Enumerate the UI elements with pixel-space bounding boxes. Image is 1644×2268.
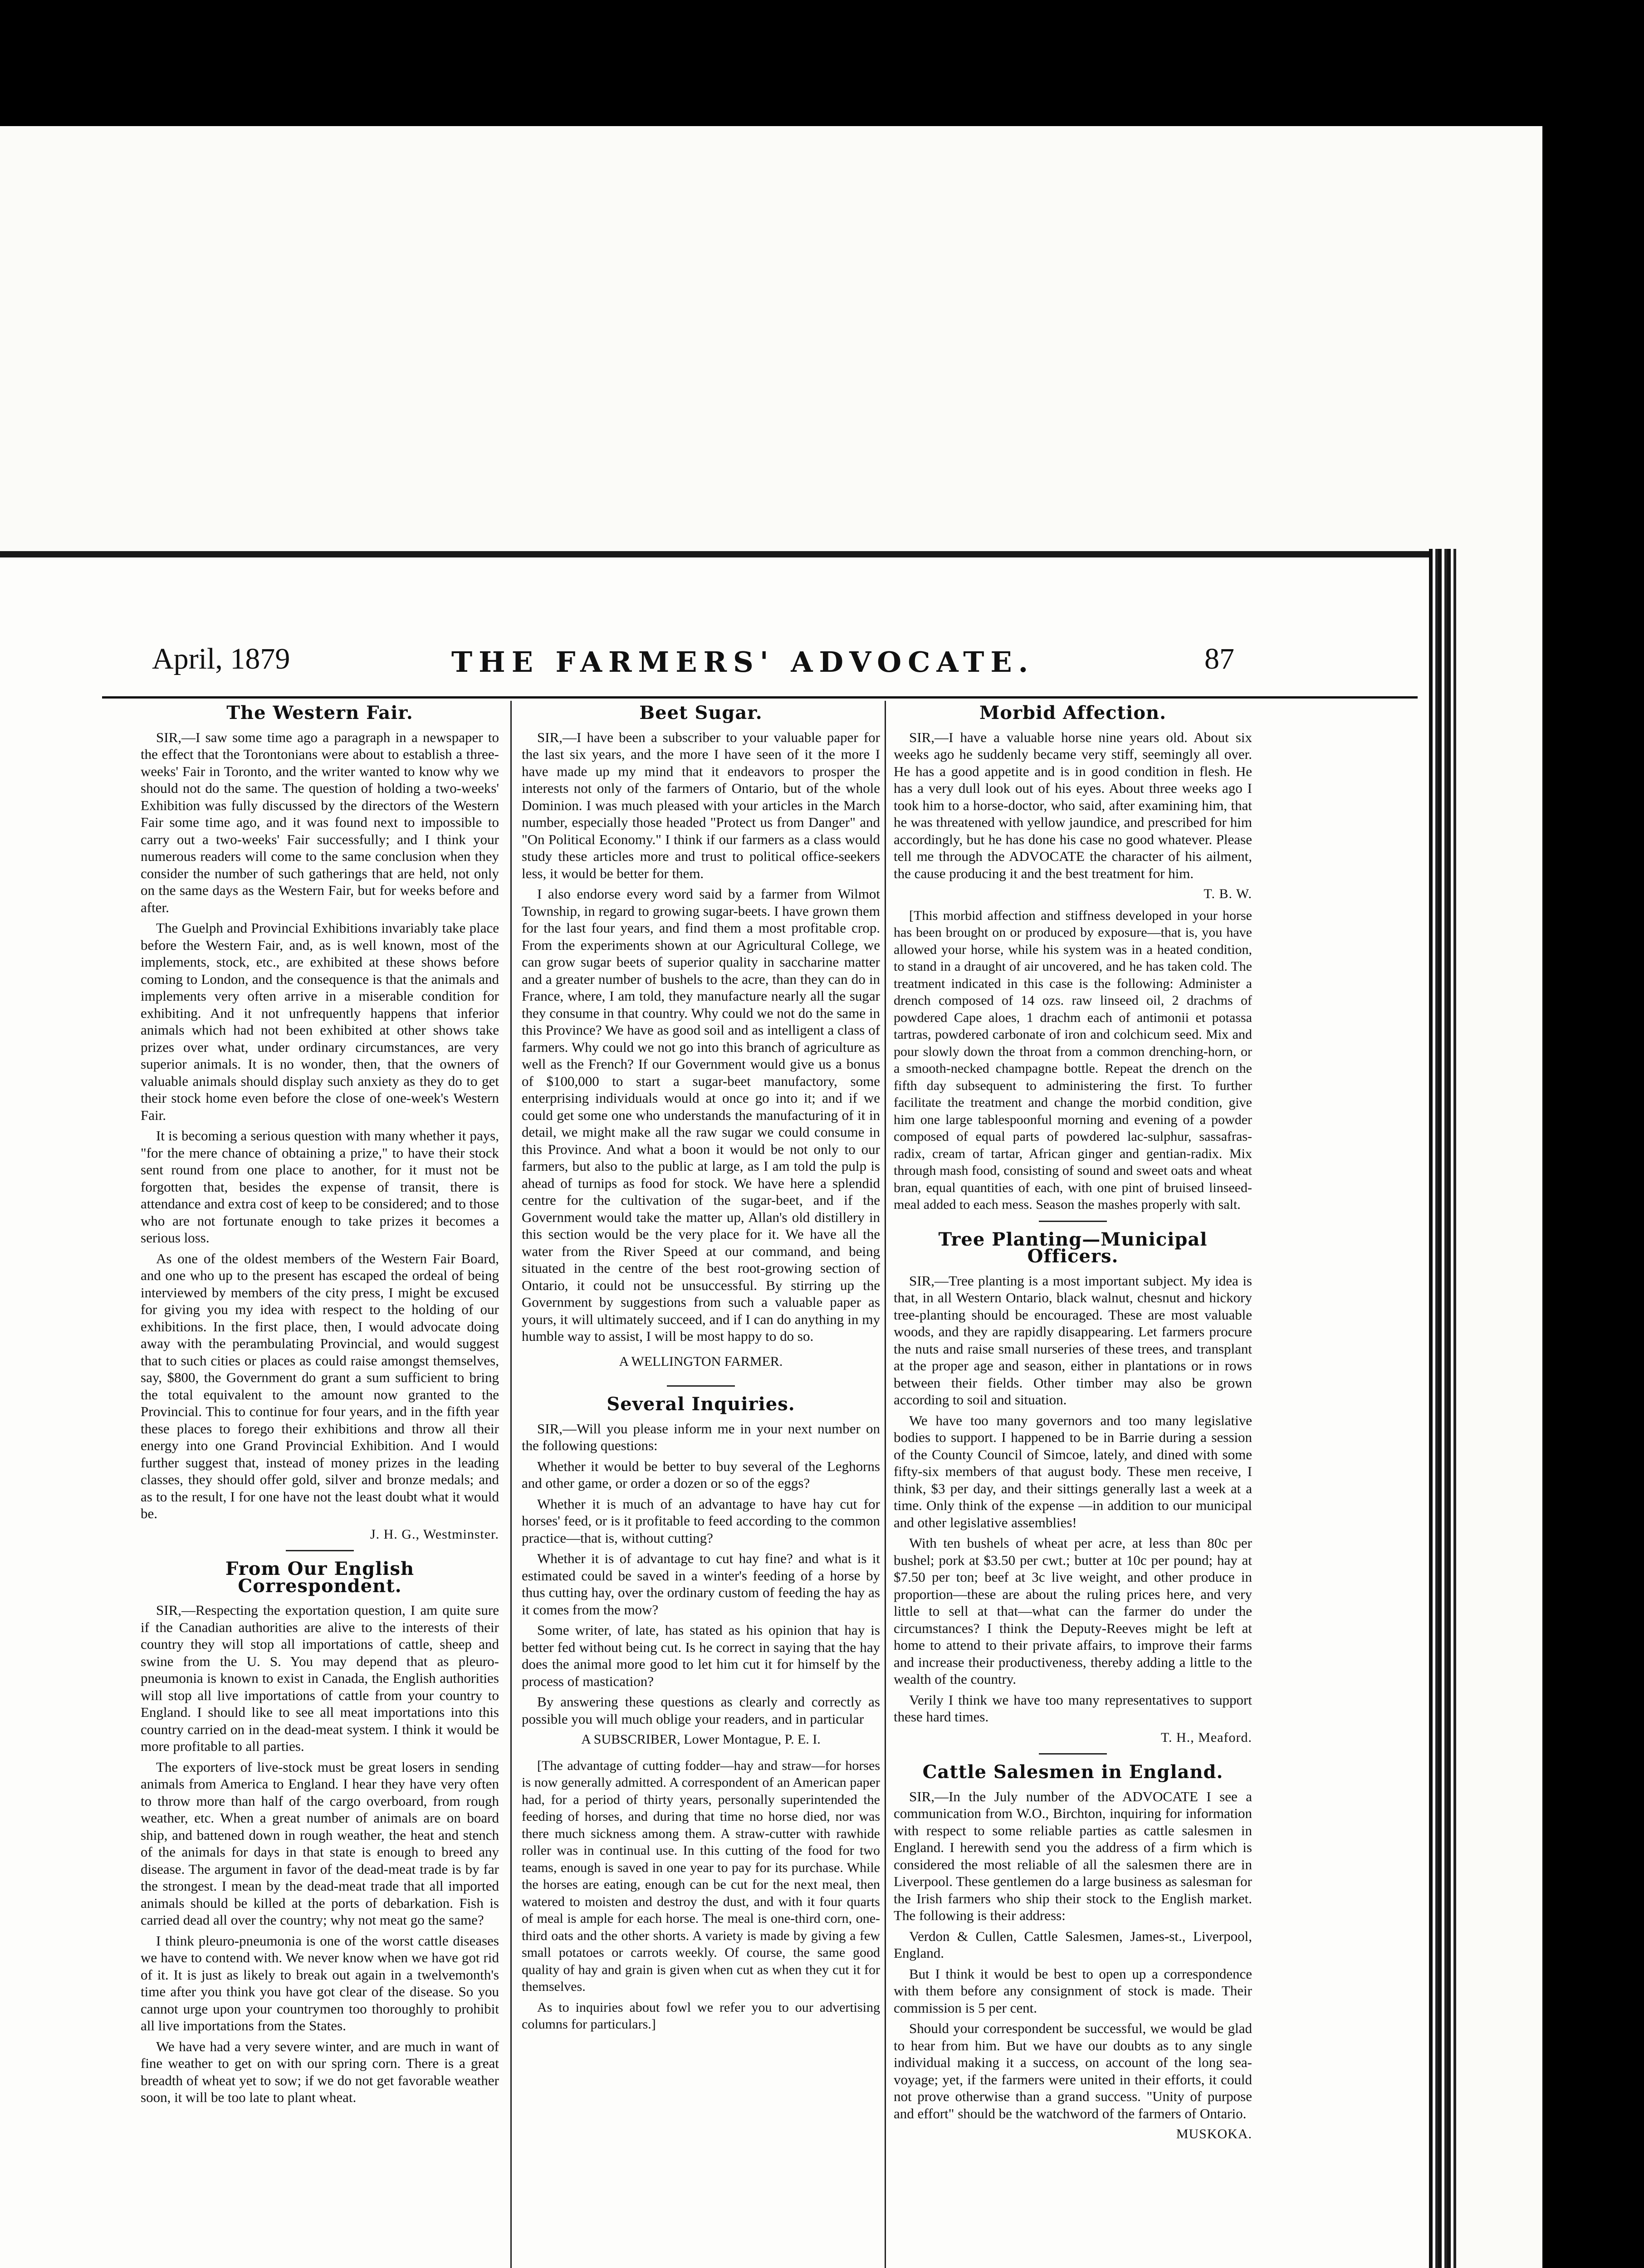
section-divider <box>286 1550 354 1551</box>
article-signature: T. H., Meaford. <box>1160 1730 1252 1745</box>
section-divider <box>1039 1221 1107 1222</box>
article-signature: A WELLINGTON FARMER. <box>619 1354 783 1369</box>
article-several-inquiries <box>522 1393 880 2033</box>
article-paragraph: But I think it would be best to open up a correspondence with them before any consignment of stock is made. Their commission is 5 per cent. <box>894 1965 1252 2016</box>
page-number: 87 <box>1204 642 1234 675</box>
column-rule <box>510 701 512 2268</box>
article-heading: Beet Sugar. <box>639 702 763 723</box>
masthead-title: THE FARMERS' ADVOCATE. <box>451 645 1035 679</box>
article-paragraph: I think pleuro-pneumonia is one of the worst cattle diseases we have to contend with. We never know when we have got rid of it. It is just as likely to break out again in a twelvemonth's time after you think you have got clear of the disease. So you cannot urge upon your countrymen too thoroughly to prohibit all live importations from the States. <box>141 1932 499 2033</box>
article-paragraph: The Guelph and Provincial Exhibitions invariably take place before the Western Fair, and, as is well known, most of the implements, stock, etc., are exhibited at these shows before coming to London, and the consequence is that the animals and implements very often arrive in a miserable condition for exhibiting. And it not unfrequently happens that inferior animals which had not been exhibited at other shows take prizes over what, under ordinary circumstances, are very superior animals. It is no wonder, then, that the owners of valuable animals should display such anxiety as they do to get their stock home even before the close of one-week's Western Fair. <box>141 920 499 1123</box>
column-right <box>894 701 1252 2147</box>
page-binding <box>1429 549 1456 2268</box>
article-paragraph: Whether it is of advantage to cut hay fine? and what is it estimated could be saved in a winter's feeding of a horse by thus cutting hay, over the ordinary custom of feeding the hay as it comes from the mow? <box>522 1550 880 1618</box>
article-paragraph: As one of the oldest members of the Western Fair Board, and one who up to the present has escaped the ordeal of being interviewed by members of the city press, I might be excused for giving you my idea with respect to the holding of our exhibitions. In the first place, then, I would advocate doing away with the perambulating Provincial, and would suggest that to such cities or places as could raise amongst themselves, say, $800, the Government do grant a sum sufficient to bring the total equivalent to the amount now granted to the Provincial. This to continue for four years, and in the fifth year these places to forego their exhibitions and throw all their energy into one Grand Provincial Exhibition. And I would further suggest that, instead of money prizes in the leading classes, they should offer gold, silver and bronze medals; and as to the result, I for one have not the least doubt what it would be. <box>141 1250 499 1521</box>
article-paragraph: SIR,—In the July number of the ADVOCATE I see a communication from W.O., Birchton, inquiring for information with respect to some reliable parties as cattle salesmen in England. I herewith send you the address of a firm which is considered the most reliable of all the salesmen there are in Liverpool. These gentlemen do a large business as salesman for the Irish farmers who ship their stock to the English market. The following is their address: <box>894 1788 1252 1923</box>
article-paragraph: By answering these questions as clearly and correctly as possible you will much oblige your readers, and in particular <box>522 1694 880 1727</box>
issue-date: April, 1879 <box>152 642 290 675</box>
article-paragraph: We have too many governors and too many legislative bodies to support. I happened to be in Barrie during a session of the County Council of Simcoe, lately, and dined with some fifty-six members of that august body. These men receive, I think, $3 per day, and their sittings generally last a week at a time. Only think of the expense —in addition to our municipal and other legislative assemblies! <box>894 1412 1252 1530</box>
article-paragraph: Should your correspondent be successful, we would be glad to hear from him. But we have our doubts as to any single individual making it a success, on account of the long sea-voyage; yet, if the farmers were united in their efforts, it could not prove otherwise than a grand success. "Unity of purpose and effort" should be the watchword of the farmers of Ontario. <box>894 2020 1252 2121</box>
scan-dark-top <box>0 0 1644 122</box>
page-header <box>102 633 1418 699</box>
article-tree-planting <box>894 1228 1252 1746</box>
article-paragraph: SIR,—I have been a subscriber to your valuable paper for the last six years, and the more I have seen of it the more I have made up my mind that it endeavors to prosper the interests not only of the farmers of Ontario, but of the whole Dominion. I was much pleased with your articles in the March number, especially those headed "Protect us from Danger" and "On Political Economy." I think if our farmers as a class would study these articles more and trust to political office-seekers less, it would be better for them. <box>522 729 880 881</box>
editor-note: As to inquiries about fowl we refer you to our advertising columns for particulars.] <box>522 1999 880 2032</box>
article-heading: Several Inquiries. <box>607 1393 795 1415</box>
article-paragraph: It is becoming a serious question with many whether it pays, "for the mere chance of obtaining a prize," to have their stock sent round from one place to another, for it must not be forgotten that, besides the expense of transit, there is attendance and extra cost of keep to be considered; and to those who are not fortunate enough to take prizes it becomes a serious loss. <box>141 1128 499 1246</box>
article-paragraph: With ten bushels of wheat per acre, at less than 80c per bushel; pork at $3.50 per cwt.; butter at 10c per pound; hay at $7.50 per ton; beef at 3c live weight, and other produce in proportion—these are about the ruling prices here, and very little to sell at that—what can the farmer do under the circumstances? I think the Deputy-Reeves might be left at home to attend to their private affairs, to improve their farms and increase their productiveness, thereby adding a little to the wealth of the country. <box>894 1535 1252 1687</box>
article-signature: T. B. W. <box>1204 886 1252 901</box>
article-signature: A SUBSCRIBER, Lower Montague, P. E. I. <box>581 1732 821 1747</box>
column-middle <box>522 701 880 2037</box>
article-paragraph: SIR,—Will you please inform me in your next number on the following questions: <box>522 1420 880 1453</box>
section-divider <box>667 1385 735 1387</box>
article-paragraph: SIR,—I saw some time ago a paragraph in a newspaper to the effect that the Torontonians were about to establish a three-weeks' Fair in Toronto, and the writer wanted to know why we should not do the same. The question of holding a two-weeks' Exhibition was fully discussed by the directors of the Western Fair some time ago, and it was found next to impossible to carry out a two-weeks' Fair successfully; and I think your numerous readers will come to the same conclusion when they consider the number of such gatherings that are held, not only on the same days as the Western Fair, but for weeks before and after. <box>141 729 499 915</box>
article-heading: Cattle Salesmen in England. <box>922 1761 1223 1783</box>
article-signature: J. H. G., Westminster. <box>370 1526 499 1542</box>
article-paragraph: SIR,—I have a valuable horse nine years old. About six weeks ago he suddenly became very stiff, seemingly all over. He has a good appetite and is in good condition in flesh. He has a very dull look out of his eyes. About three weeks ago I took him to a horse-doctor, who said, after examining him, that he was threatened with yellow jaundice, and prescribed for him accordingly, but he has done his case no good whatever. Please tell me through the ADVOCATE the character of his ailment, the cause producing it and the best treatment for him. <box>894 729 1252 881</box>
scan-dark-right <box>1542 126 1644 2268</box>
article-heading: From Our English Correspondent. <box>225 1558 415 1597</box>
article-signature: MUSKOKA. <box>1176 2126 1252 2141</box>
column-rule <box>885 701 886 2268</box>
article-morbid-affection <box>894 704 1252 1213</box>
article-heading: Tree Planting—Municipal Officers. <box>938 1228 1208 1267</box>
article-western-fair <box>141 704 499 1543</box>
newspaper-page <box>102 633 1418 2268</box>
editor-note: [This morbid affection and stiffness developed in your horse has been brought on or produced by exposure—that is, you have allowed your horse, while his system was in a heated condition, to stand in a draught of air uncovered, and he has taken cold. The treatment indicated in this case is the following: Administer a drench composed of 14 ozs. raw linseed oil, 2 drachms of powdered Cape aloes, 1 drachm each of antimonii et potassa tartras, powdered carbonate of iron and colchicum seed. Mix and pour slowly down the throat from a common drenching-horn, or a smooth-necked champagne bottle. Repeat the drench on the fifth day subsequent to administering the first. To further facilitate the treatment and change the morbid condition, give him one large tablespoonful morning and evening of a powder composed of equal parts of powdered lac-sulphur, sassafras-radix, cream of tartar, African ginger and gentian-radix. Mix through mash food, consisting of sound and sweet oats and wheat bran, equal quantities of each, with one pint of bruised linseed-meal added to each mess. Season the mashes properly with salt. <box>894 908 1252 1212</box>
article-paragraph: We have had a very severe winter, and are much in want of fine weather to get on with our spring corn. There is a great breadth of wheat yet to sow; if we do not get favorable weather soon, it will be too late to plant wheat. <box>141 2038 499 2105</box>
article-paragraph: Verdon & Cullen, Cattle Salesmen, James-st., Liverpool, England. <box>894 1928 1252 1961</box>
article-paragraph: Whether it is much of an advantage to have hay cut for horses' feed, or is it profitable to feed according to the common practice—that is, without cutting? <box>522 1496 880 1546</box>
article-paragraph: The exporters of live-stock must be great losers in sending animals from America to England. I hear they have very often to throw more than half of the cargo overboard, from rough weather, etc. When a great number of animals are on board ship, and battened down in rough weather, the heat and stench of the animals for days in that state is enough to breed any disease. The argument in favor of the dead-meat trade is by far the strongest. I mean by the dead-meat trade that all imported animals should be killed at the ports of debarkation. Fish is carried dead all over the country; why not meat go the same? <box>141 1759 499 1928</box>
article-paragraph: SIR,—Tree planting is a most important subject. My idea is that, in all Western Ontario, black walnut, chesnut and hickory tree-planting should be encouraged. These are most valuable woods, and they are rapidly disappearing. Let farmers procure the nuts and raise small nurseries of these trees, and transplant at the proper age and season, either in plantations or in rows between their fields. Other timber may also be grown according to soil and situation. <box>894 1272 1252 1408</box>
article-heading: Morbid Affection. <box>979 702 1166 723</box>
column-left <box>141 701 499 2110</box>
article-paragraph: SIR,—Respecting the exportation question, I am quite sure if the Canadian authorities are alive to the interests of their country they will stop all importations of cattle, sheep and swine from the U. S. You may depend that as pleuro-pneumonia is known to exist in Canada, the English authorities will stop all live importations of cattle from your country to England. I should like to see all meat importations into this country carried on in the dead-meat system. I think it would be more profitable to all parties. <box>141 1602 499 1754</box>
article-paragraph: Whether it would be better to buy several of the Leghorns and other game, or order a dozen or so of the eggs? <box>522 1458 880 1491</box>
article-paragraph: Verily I think we have too many representatives to support these hard times. <box>894 1691 1252 1725</box>
section-divider <box>1039 1753 1107 1755</box>
article-paragraph: I also endorse every word said by a farmer from Wilmot Township, in regard to growing sugar-beets. I have grown them for the last four years, and find them a most profitable crop. From the experiments shown at our Agricultural College, we can grow sugar beets of superior quality in saccharine matter and a greater number of bushels to the acre, than they can do in France, where, I am told, they manufacture nearly all the sugar they consume in that country. Why could we not do the same in this Province? We have as good soil and as intelligent a class of farmers. Why could we not go into this branch of agriculture as well as the French? If our Government would give us a bonus of $100,000 to start a sugar-beet manufactory, some enterprising individuals would at once go into it; and if we could get some one who understands the manufacturing of it in detail, we might make all the raw sugar we could consume in this Province. And what a boon it would be not only to our farmers, but also to the public at large, as I am told the pulp is ahead of turnips as food for stock. We have here a splendid centre for the cultivation of the sugar-beet, and if the Government would take the matter up, Allan's old distillery in this section would be the very place for it. We have all the water from the River Speed at our command, and being situated in the centre of the best root-growing section of Ontario, it could not be unsuccessful. By stirring up the Government by suggestions from such a valuable paper as yours, it will ultimately succeed, and if I can do anything in my humble way to assist, I will be most happy to do so. <box>522 886 880 1344</box>
article-paragraph: Some writer, of late, has stated as his opinion that hay is better fed without being cut. Is he correct in saying that the hay does the animal more good to let him cut it for himself by the process of mastication? <box>522 1622 880 1689</box>
article-heading: The Western Fair. <box>226 702 413 723</box>
article-english-correspondent <box>141 1560 499 2106</box>
article-cattle-salesmen <box>894 1761 1252 2143</box>
article-beet-sugar <box>522 704 880 1370</box>
editor-note: [The advantage of cutting fodder—hay and straw—for horses is now generally admitted. A correspondent of an American paper had, for a period of thirty years, personally superintended the feeding of horses, and during that time no horse died, nor was there much sickness among them. A straw-cutter with rawhide roller was in continual use. In this cutting of the food for two teams, enough is saved in one year to pay for its purchase. While the horses are eating, enough can be cut for the next meal, then watered to moisten and destroy the dust, and with it four quarts of meal is ample for each horse. The meal is one-third corn, one-third oats and the other shorts. A variety is made by giving a few small potatoes or carrots weekly. Of course, the same good quality of hay and grain is given when cut as when they cut it for themselves. <box>522 1758 880 1994</box>
